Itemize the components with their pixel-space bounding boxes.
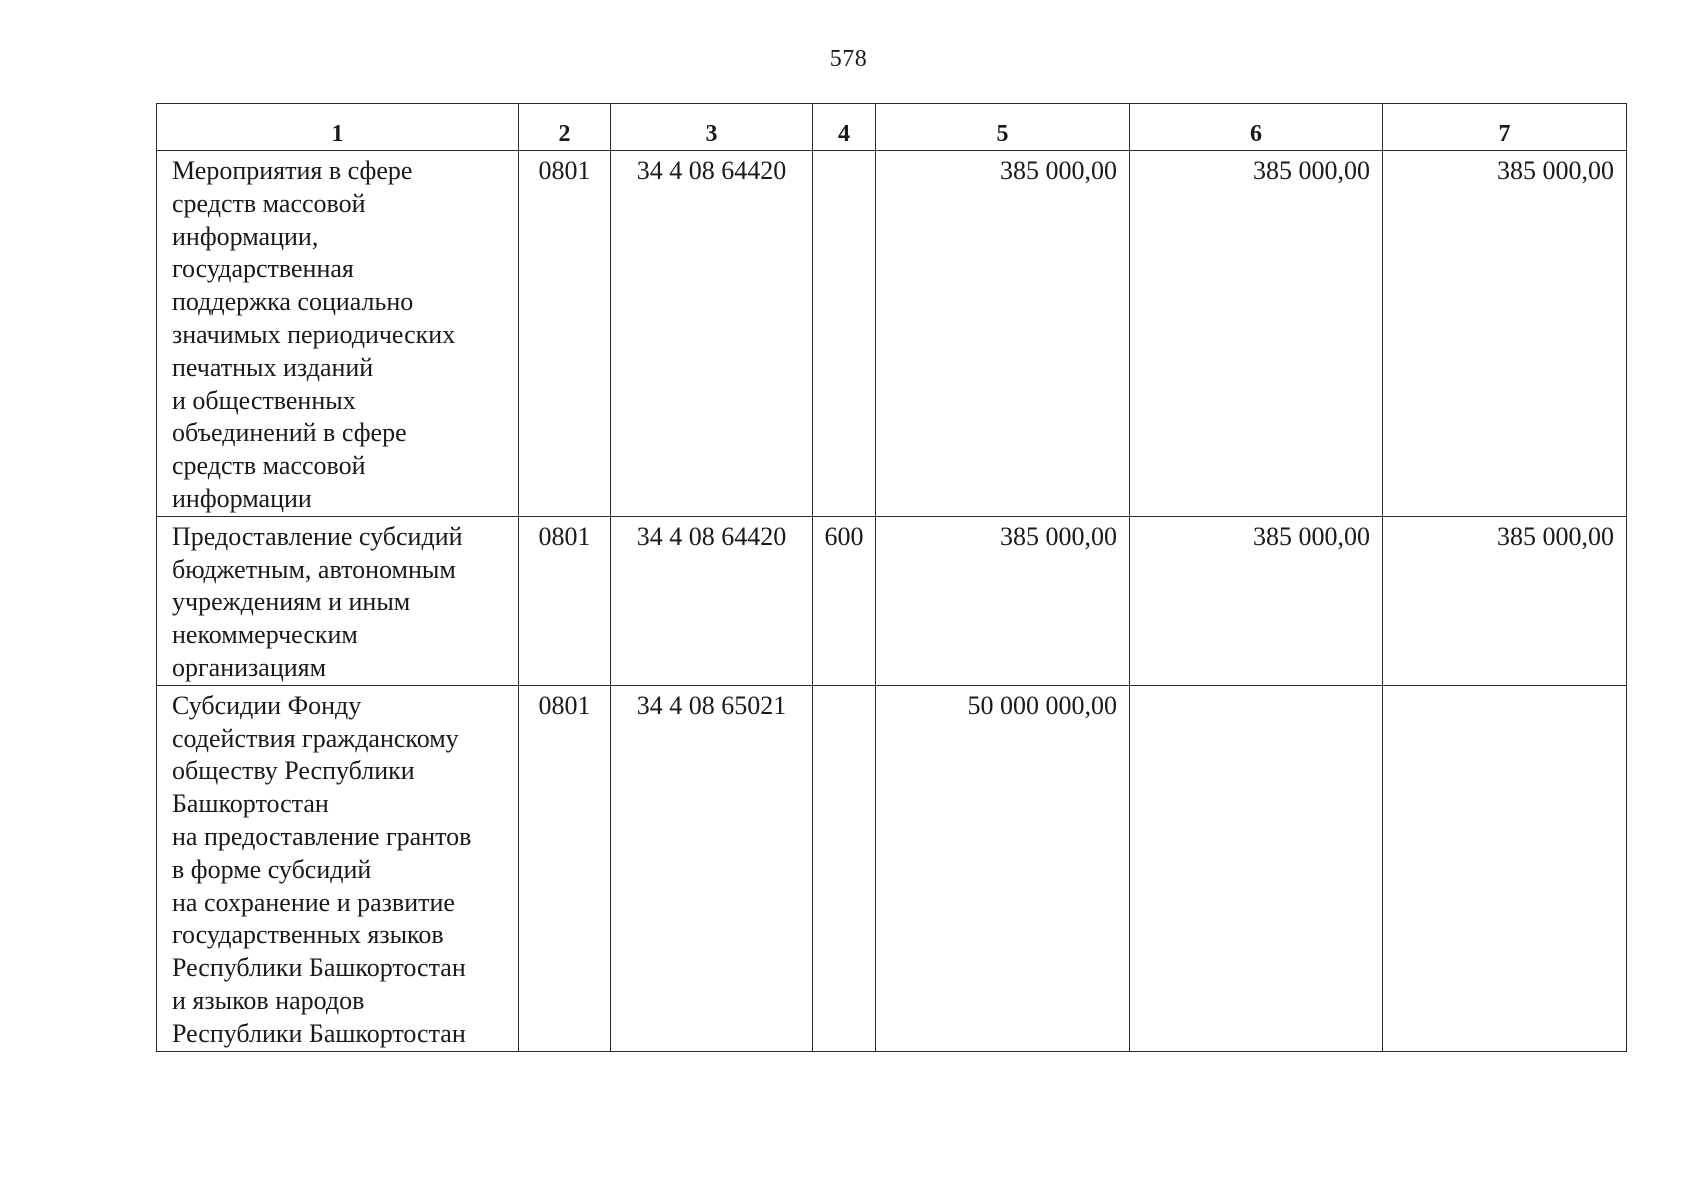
table-row	[157, 685, 1627, 1051]
budget-table	[156, 103, 1627, 1052]
row-target-code: 34 4 08 65021	[611, 685, 813, 1051]
row-amount-col7: 385 000,00	[1383, 516, 1627, 685]
row-amount-col6	[1130, 685, 1383, 1051]
row-description: Субсидии Фонду содействия гражданскому обществу Республики Башкортостан на предоставление грантов в форме субсидий на сохранение и развитие государственных языков Республики Башкортостан и языков народов Республики Башкортостан	[157, 685, 519, 1051]
row-amount-col6: 385 000,00	[1130, 516, 1383, 685]
row-description: Предоставление субсидий бюджетным, автономным учреждениям и иным некоммерческим организациям	[157, 516, 519, 685]
row-amount-col5: 385 000,00	[876, 516, 1130, 685]
column-header-3: 3	[611, 104, 813, 151]
row-section-code: 0801	[519, 516, 611, 685]
column-header-7: 7	[1383, 104, 1627, 151]
column-header-4: 4	[813, 104, 876, 151]
row-amount-col5: 385 000,00	[876, 151, 1130, 517]
row-target-code: 34 4 08 64420	[611, 151, 813, 517]
column-header-5: 5	[876, 104, 1130, 151]
page-number: 578	[829, 46, 868, 72]
row-amount-col5: 50 000 000,00	[876, 685, 1130, 1051]
row-description: Мероприятия в сфере средств массовой информации, государственная поддержка социально значимых периодических печатных изданий и общественных объединений в сфере средств массовой информации	[157, 151, 519, 517]
table-row	[157, 151, 1627, 517]
row-amount-col7: 385 000,00	[1383, 151, 1627, 517]
column-header-1: 1	[157, 104, 519, 151]
row-expense-type	[813, 685, 876, 1051]
column-header-2: 2	[519, 104, 611, 151]
header-row	[157, 104, 1627, 151]
row-target-code: 34 4 08 64420	[611, 516, 813, 685]
row-amount-col6: 385 000,00	[1130, 151, 1383, 517]
row-expense-type: 600	[813, 516, 876, 685]
row-expense-type	[813, 151, 876, 517]
table-row	[157, 516, 1627, 685]
row-amount-col7	[1383, 685, 1627, 1051]
column-header-6: 6	[1130, 104, 1383, 151]
row-section-code: 0801	[519, 151, 611, 517]
row-section-code: 0801	[519, 685, 611, 1051]
